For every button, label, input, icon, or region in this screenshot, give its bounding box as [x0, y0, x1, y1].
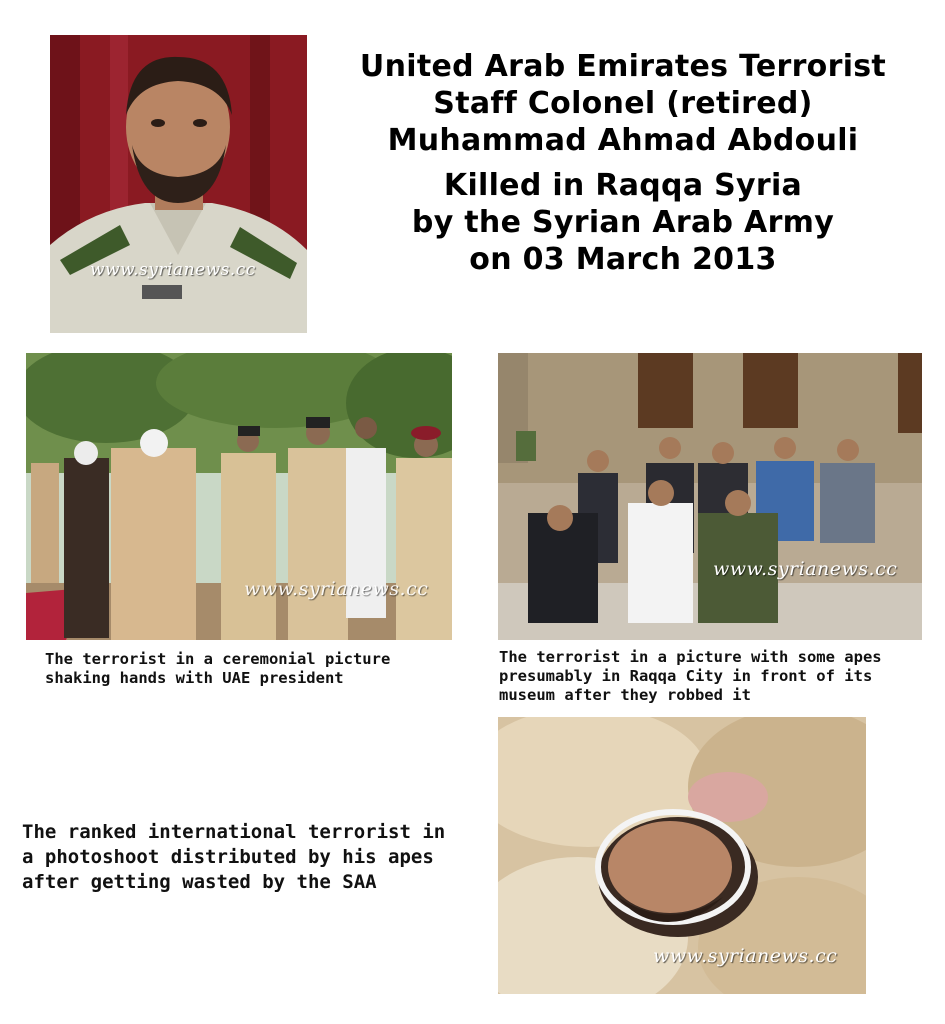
headline-line-3: Muhammad Ahmad Abdouli	[387, 123, 859, 158]
watermark-text: www.syrianews.cc	[244, 578, 429, 600]
headline-line-2: Staff Colonel (retired)	[433, 86, 813, 121]
group-illustration	[498, 353, 922, 640]
headline-line-5: by the Syrian Arab Army	[411, 205, 835, 240]
ceremony-photo	[26, 353, 452, 640]
ceremony-caption-line-1: The terrorist in a ceremonial picture	[45, 650, 391, 668]
watermark-text: www.syrianews.cc	[653, 945, 838, 967]
death-caption-line-3: after getting wasted by the SAA	[22, 871, 377, 893]
death-caption-line-2: a photoshoot distributed by his apes	[22, 846, 434, 868]
watermark-text: www.syrianews.cc	[90, 260, 256, 280]
ceremony-caption-line-2: shaking hands with UAE president	[45, 669, 344, 687]
watermark-text: www.syrianews.cc	[713, 558, 898, 580]
headline-line-1: United Arab Emirates Terrorist	[359, 49, 887, 84]
death-caption-line-1: The ranked international terrorist in	[22, 821, 446, 843]
group-caption	[499, 648, 882, 705]
headline	[318, 48, 928, 278]
portrait-photo	[50, 35, 307, 333]
portrait-illustration	[50, 35, 307, 333]
death-caption	[22, 820, 445, 895]
group-photo	[498, 353, 922, 640]
death-photo	[498, 717, 866, 994]
group-caption-line-1: The terrorist in a picture with some apes	[499, 648, 882, 666]
headline-line-4: Killed in Raqqa Syria	[443, 168, 803, 203]
group-caption-line-3: museum after they robbed it	[499, 686, 751, 704]
group-caption-line-2: presumably in Raqqa City in front of its	[499, 667, 873, 685]
ceremony-caption	[45, 650, 390, 688]
headline-line-6: on 03 March 2013	[469, 242, 777, 277]
